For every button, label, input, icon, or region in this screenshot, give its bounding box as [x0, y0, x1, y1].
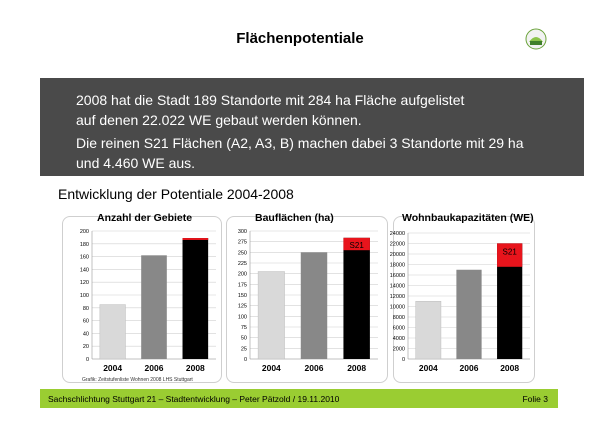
y-tick-label: 25	[240, 346, 247, 353]
y-tick-label: 200	[237, 271, 247, 278]
y-tick-label: 24000	[389, 231, 405, 237]
chart-title: Anzahl der Gebiete	[97, 212, 193, 224]
s21-label: S21	[502, 247, 517, 257]
y-tick-label: 125	[237, 303, 247, 310]
footer-bar	[40, 389, 558, 408]
x-tick-label: 2004	[418, 363, 438, 373]
bar-2006	[456, 270, 481, 359]
y-tick-label: 6000	[392, 325, 405, 332]
s21-segment	[183, 238, 209, 240]
y-tick-label: 16000	[389, 273, 405, 279]
y-tick-label: 80	[82, 305, 89, 312]
s21-label: S21	[349, 241, 364, 251]
y-tick-label: 60	[82, 318, 89, 325]
bar-2004	[100, 305, 126, 359]
y-tick-label: 120	[79, 280, 89, 287]
bar-2006	[141, 255, 167, 359]
y-tick-label: 100	[79, 293, 89, 299]
info-line: 2008 hat die Stadt 189 Standorte mit 284 ha Fläche aufgelistet	[76, 92, 465, 108]
y-tick-label: 225	[237, 261, 247, 267]
y-tick-label: 8000	[392, 315, 405, 321]
y-tick-label: 0	[401, 357, 405, 363]
info-line: auf denen 22.022 WE gebaut werden können.	[76, 112, 362, 128]
x-tick-label: 2008	[347, 363, 367, 373]
y-tick-label: 200	[79, 229, 89, 235]
slide-number: Folie 3	[522, 394, 548, 404]
y-tick-label: 0	[85, 357, 89, 363]
info-line: Die reinen S21 Flächen (A2, A3, B) machen dabei 3 Standorte mit 29 ha	[76, 135, 524, 151]
y-tick-label: 140	[79, 267, 89, 274]
bar-2004	[258, 272, 284, 359]
y-tick-label: 20000	[389, 252, 405, 258]
y-tick-label: 275	[237, 239, 247, 246]
y-tick-label: 50	[240, 335, 247, 342]
chart-title: Bauflächen (ha)	[255, 212, 334, 224]
x-tick-label: 2008	[500, 363, 520, 373]
y-tick-label: 14000	[389, 283, 405, 290]
y-tick-label: 75	[240, 325, 247, 331]
x-tick-label: 2006	[459, 363, 479, 373]
bar-2008	[183, 238, 209, 359]
y-tick-label: 0	[243, 357, 247, 363]
x-tick-label: 2006	[144, 363, 164, 373]
y-tick-label: 4000	[392, 336, 405, 342]
info-line: und 4.460 WE aus.	[76, 155, 196, 171]
y-tick-label: 22000	[389, 241, 405, 248]
y-tick-label: 2000	[392, 346, 405, 353]
bar-2004	[416, 301, 441, 359]
bar-2006	[301, 252, 327, 359]
x-tick-label: 2008	[185, 363, 205, 373]
y-tick-label: 300	[237, 229, 247, 235]
bar-2008	[343, 238, 369, 359]
y-tick-label: 100	[237, 314, 247, 321]
y-tick-label: 160	[79, 254, 89, 261]
y-tick-label: 175	[237, 282, 247, 289]
y-tick-label: 150	[237, 293, 247, 299]
x-tick-label: 2004	[103, 363, 123, 373]
y-tick-label: 180	[79, 241, 89, 248]
chart-title: Wohnbaukapazitäten (WE)	[402, 212, 534, 224]
x-tick-label: 2004	[261, 363, 281, 373]
y-tick-label: 250	[237, 250, 247, 257]
x-tick-label: 2006	[304, 363, 324, 373]
section-heading: Entwicklung der Potentiale 2004-2008	[58, 186, 294, 202]
footer-text: Sachschlichtung Stuttgart 21 – Stadtentwicklung – Peter Pätzold / 19.11.2010	[48, 394, 340, 404]
y-tick-label: 40	[82, 331, 89, 338]
chart-credit: Grafik: Zeitstufenliste Wohnen 2008 LHS Stuttgart	[82, 377, 193, 383]
y-tick-label: 12000	[389, 294, 405, 300]
y-tick-label: 10000	[389, 304, 405, 311]
slide-title: Flächenpotentiale	[236, 30, 364, 47]
y-tick-label: 20	[82, 344, 89, 351]
y-tick-label: 18000	[389, 262, 405, 269]
